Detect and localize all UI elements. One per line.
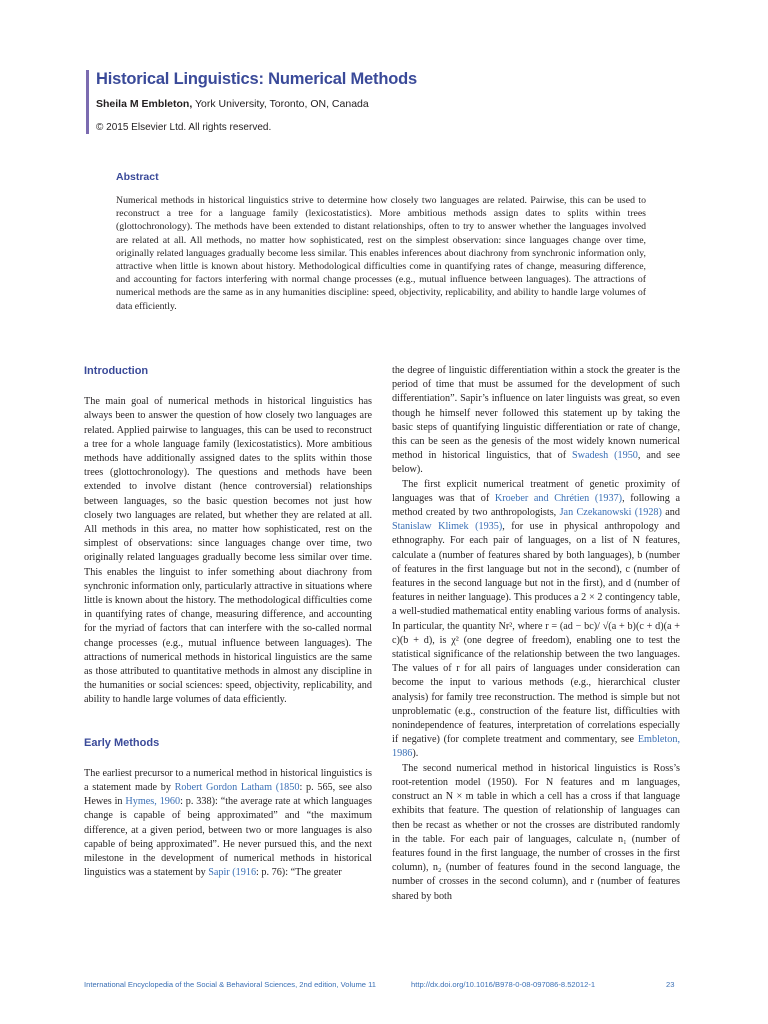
text-run: : p. 565, see also Hewes in bbox=[84, 782, 372, 808]
citation-hymes-link[interactable]: Hymes, 1960 bbox=[125, 796, 181, 808]
text-run: ). bbox=[412, 748, 419, 760]
citation-kroeber-link[interactable]: Kroeber and Chrétien (1937) bbox=[494, 492, 623, 504]
right-column bbox=[392, 364, 680, 904]
abstract-heading: Abstract bbox=[116, 171, 159, 183]
citation-klimek-link[interactable]: Stanislaw Klimek (1935) bbox=[392, 521, 503, 533]
author-line bbox=[96, 98, 369, 110]
citation-embleton-link[interactable]: Embleton, 1986 bbox=[392, 734, 680, 760]
introduction-paragraph: The main goal of numerical methods in historical linguistics has always been to answer the question of how closely two languages are related. Applied pairwise to languages, this can be used to reconstruct a tree for a whole language family (lexicostatistics). More ambitious methods have additionally assigned dates to the splits within those trees (glottochronology). The questions and methods have been extended to involve distant (hence controversial) relationships between languages, so the basic question becomes not just how closely two languages are related, but whether they are related at all. All methods in this area, no matter how sophisticated, rest on the simplest of observations: since languages change over time, two originally related languages gradually become less similar over time. This enables the linguist to infer something about diachrony from synchronic information only, particularly attractive in situations where little is known about the history. The methodological difficulties come in quantifying rates of change, measuring difference, and accounting for the myriad of factors that can interfere with the so-called normal change processes (e.g., mutual influence between languages). The attractions of numerical methods in historical linguistics are the same as those attributed to quantitative methods in almost any discipline in the humanities or social sciences: speed, objectivity, replicability, and ability to handle large volumes of data efficiently. bbox=[84, 396, 372, 706]
text-run: The first explicit numerical treatment of genetic proximity of languages was that of bbox=[392, 478, 680, 504]
citation-czekanowski-link[interactable]: Jan Czekanowski (1928) bbox=[559, 507, 662, 519]
author-affiliation: York University, Toronto, ON, Canada bbox=[192, 98, 369, 110]
introduction-heading: Introduction bbox=[84, 365, 149, 377]
text-run: : p. 76): “The greater bbox=[256, 867, 342, 879]
page-number: 23 bbox=[666, 980, 675, 989]
kroeber-paragraph bbox=[392, 478, 680, 762]
text-run: : p. 338): “the average rate at which languages change is capable of being approximated” and “the maximum difference, at a given period, between two or more languages is also capable of being approximated”. He never pursued this, and the next milestone in the development of numerical methods in historical linguistics was a statement by bbox=[84, 796, 372, 879]
sapir-continuation-paragraph bbox=[392, 364, 680, 478]
text-run: the degree of linguistic differentiation within a stock the greater is the period of time that must be assumed for the development of such differentiation”. Sapir’s influence on later linguists was great, so even though he himself never followed this statement up by taking the basic steps of quantifying linguistic differentiation or rate of change, this can be seen as the genesis of the most widely known numerical method in historical linguistics, that of bbox=[392, 365, 680, 462]
ross-paragraph: The second numerical method in historical linguistics is Ross’s root-retention model (1950). For N features and m languages, construct an N × m table in which a cell has a cross if that language exhibits that feature. The question of relationship of languages can then be recast as whether or not the crosses are distributed randomly in the table. For each pair of languages, calculate n₁ (number of features found in the first language, the number of crosses in the first column), n₂ (number of features found in the second language, the number of crosses in the second column), and r (number of features shared by both bbox=[392, 762, 680, 902]
abstract-text: Numerical methods in historical linguistics strive to determine how closely two languages are related. Pairwise, this can be used to reconstruct a tree for a language family (lexicostatistics). More ambitious methods assign dates to splits within trees (glottochronology). The methods have been extended to distant relationships, often to try to answer whether the languages involved are related at all. All methods, no matter how sophisticated, rest on the simplest observation: since languages change over time, originally related languages gradually become less similar. This enables inferences about diachrony from synchronic information only, attractive when little is known about history. Methodological difficulties come in quantifying rates of change, measuring difference, and accounting for factors interfering with normal change processes (e.g., mutual influence between languages). The attractions of numerical methods are the same as in any humanities discipline: speed, objectivity, replicability, and ability to handle large volumes of data efficiently. bbox=[116, 195, 646, 312]
citation-swadesh-link[interactable]: Swadesh (1950 bbox=[572, 450, 638, 462]
footer-doi-link[interactable]: http://dx.doi.org/10.1016/B978-0-08-097086-8.52012-1 bbox=[411, 980, 596, 989]
copyright-notice: © 2015 Elsevier Ltd. All rights reserved. bbox=[96, 122, 272, 133]
accent-bar bbox=[86, 70, 89, 134]
early-methods-heading: Early Methods bbox=[84, 736, 160, 749]
citation-latham-link[interactable]: Robert Gordon Latham (1850 bbox=[174, 782, 300, 794]
text-run: , for use in physical anthropology and ethnography. For each pair of languages, on a list of N features, calculate a (number of features shared by both languages), b (number of features in the first language but not in the second), c (number of features in the second language but not in the first), and d (number of features in neither language). This produces a 2 × 2 contingency table, a well-studied mathematical entity enabling various forms of analysis. In particular, the quantity Nr², where r = (ad − bc)/ √(a + b)(c + d)(a + c)(b + d), is χ² (one degree of freedom), enabling one to test the statistical significance of the relationship between the two languages. The values of r for all pairs of languages under consideration can become the input to various methods (e.g., hierarchical cluster analysis) for family tree reconstruction. The method is simple but not unproblematic (e.g., construction of the feature list, difficulties with nonindependence of features, interpretation of correlations especially if negative) (for complete treatment and commentary, see bbox=[392, 521, 680, 746]
article-title: Historical Linguistics: Numerical Methods bbox=[96, 70, 417, 88]
text-run: The earliest precursor to a numerical method in historical linguistics is a statement made by bbox=[84, 767, 372, 794]
text-run: , and see below). bbox=[392, 450, 680, 476]
footer-source: International Encyclopedia of the Social & Behavioral Sciences, 2nd edition, Volume 11 bbox=[84, 980, 376, 989]
author-name: Sheila M Embleton, bbox=[96, 98, 193, 110]
text-run: and bbox=[661, 507, 680, 519]
text-run: , following a method created by two anthropologists, bbox=[392, 492, 681, 519]
early-methods-paragraph bbox=[84, 767, 372, 881]
citation-sapir-link[interactable]: Sapir (1916 bbox=[208, 867, 257, 879]
left-column bbox=[84, 364, 372, 881]
